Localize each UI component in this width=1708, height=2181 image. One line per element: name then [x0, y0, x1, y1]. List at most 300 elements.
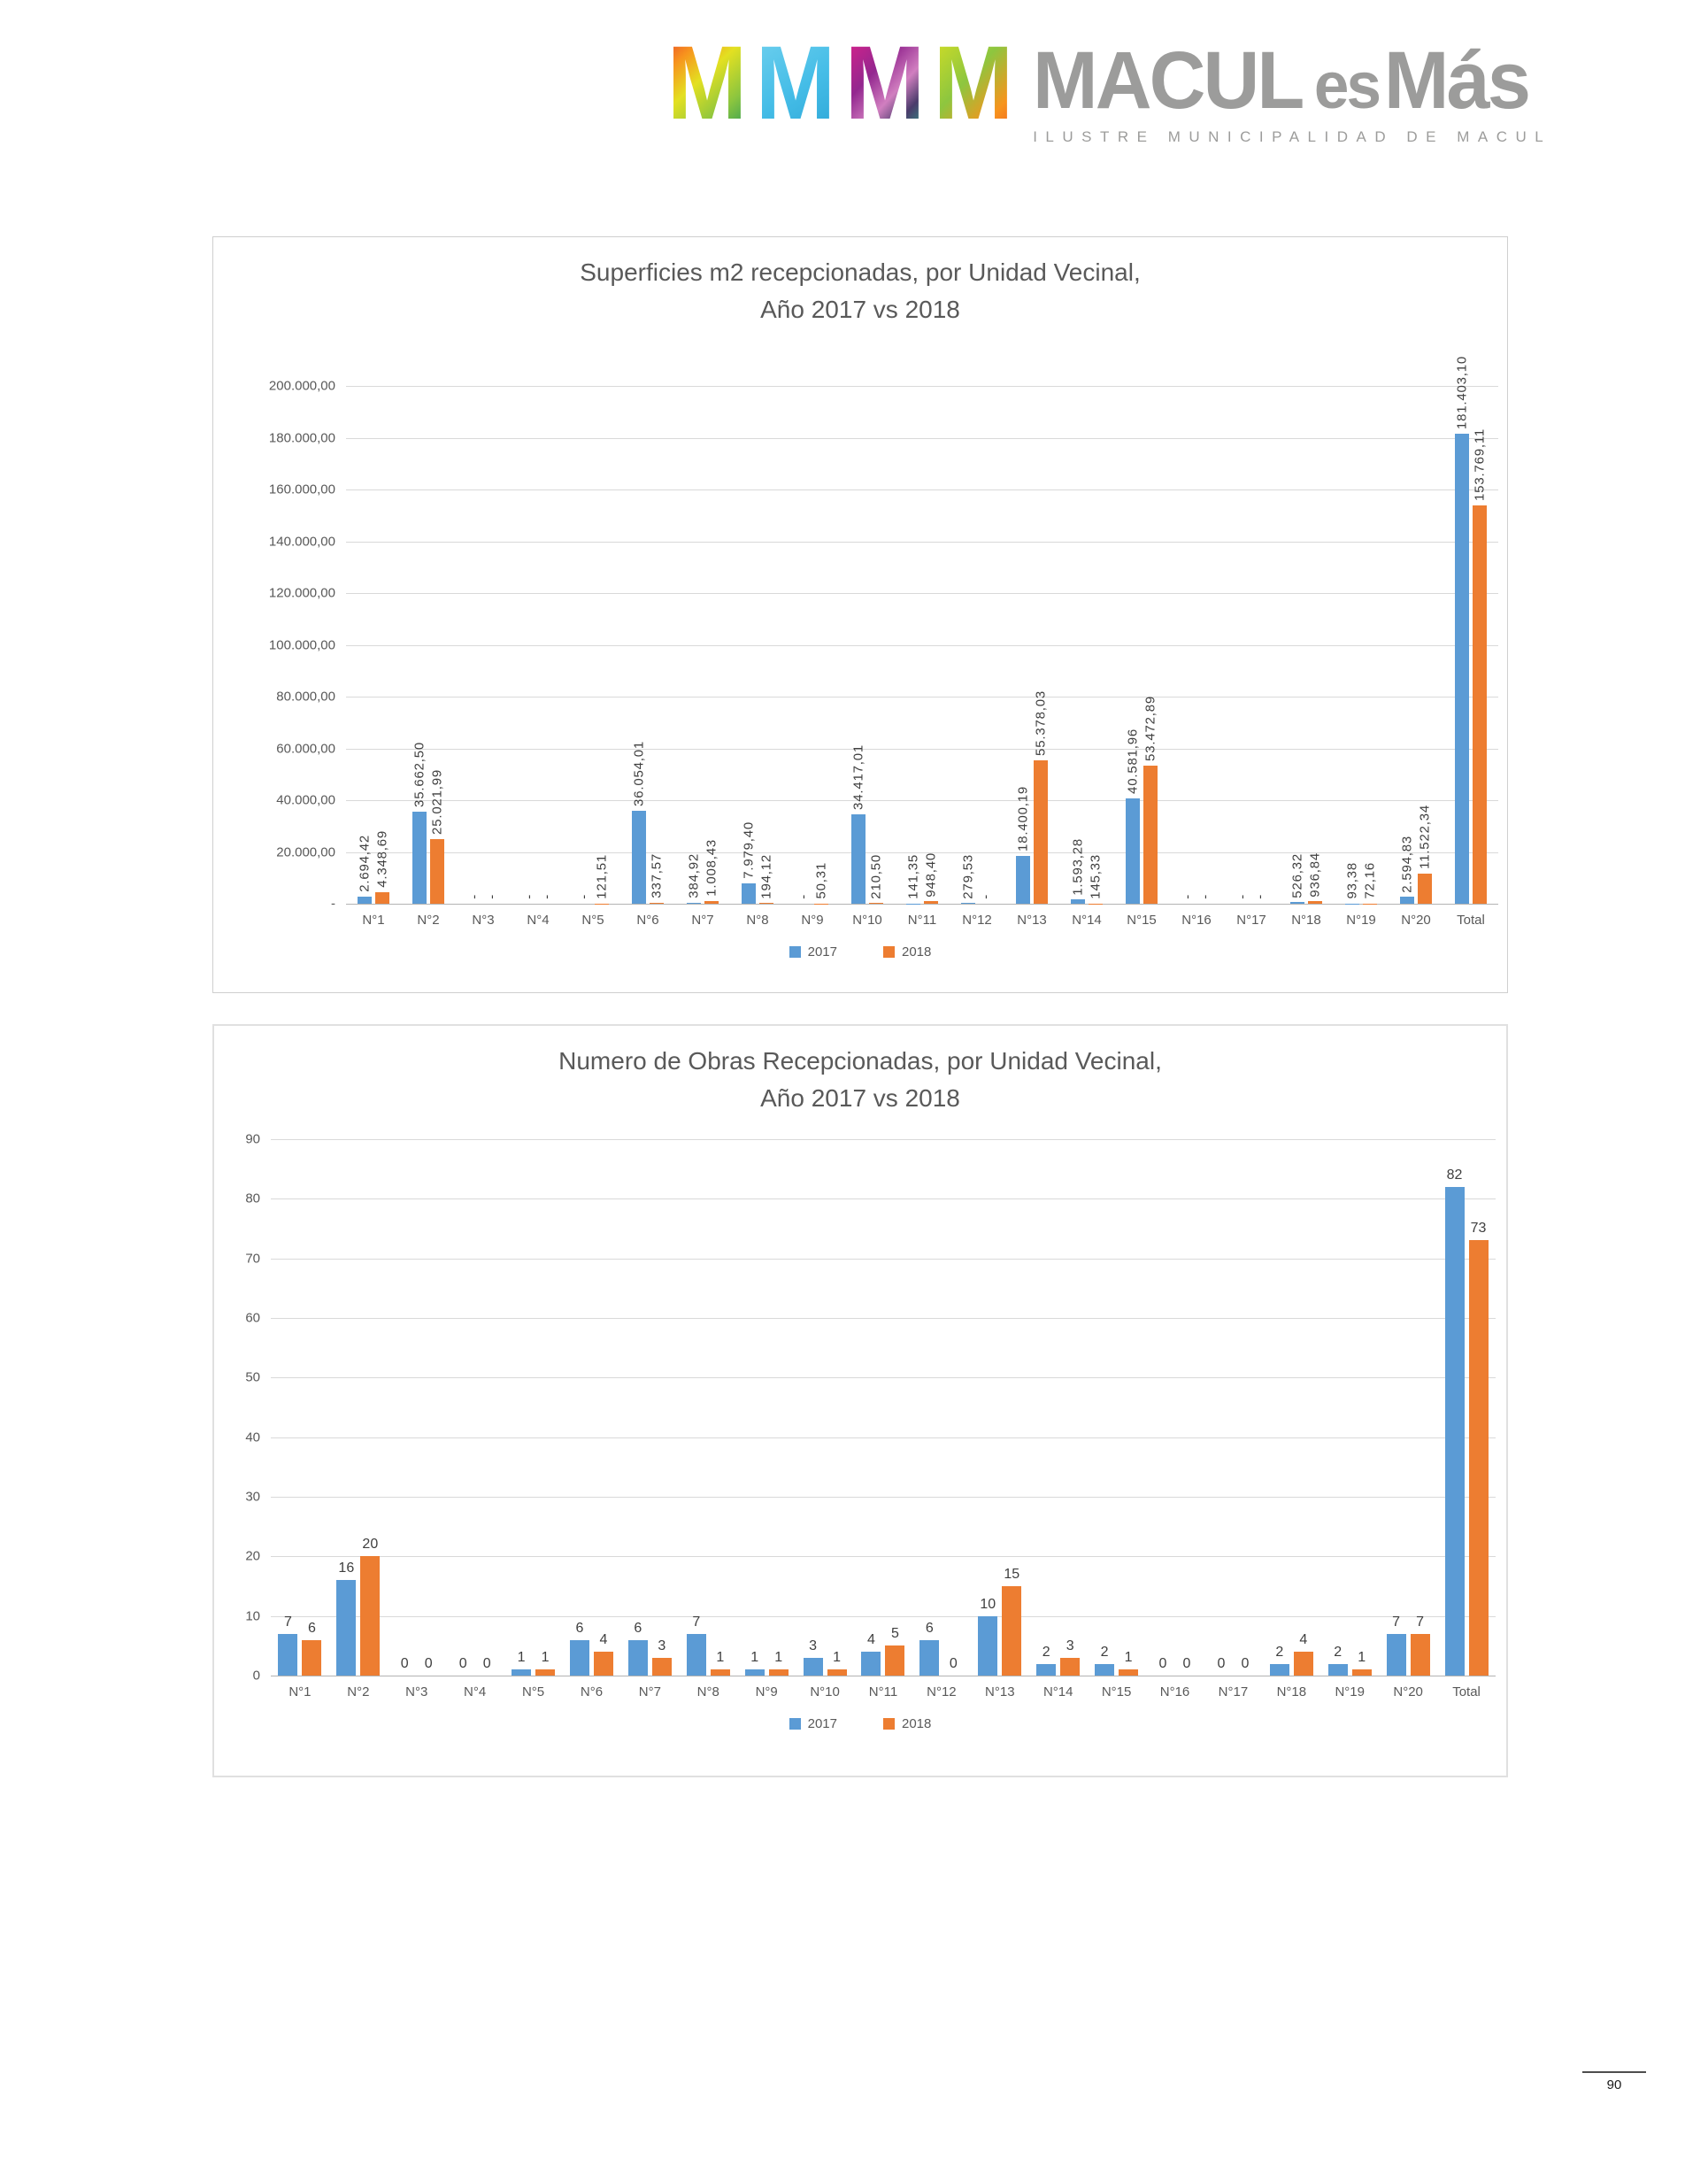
x-tick-label-N°20: N°20: [1393, 1684, 1423, 1699]
bar-group-N°5: [504, 1139, 563, 1676]
bar-2017-N°18: [1290, 902, 1304, 904]
bar-group-N°10: [840, 386, 895, 904]
bar-slot-2018-N°1: [375, 386, 389, 904]
chart2-title: Numero de Obras Recepcionadas, por Unidad Vecinal,: [558, 1047, 1162, 1075]
bar-2017-N°20: [1387, 1634, 1406, 1676]
page-number: 90: [1606, 2077, 1622, 2092]
bar-slot-2017-N°1: [358, 386, 372, 904]
bar-slot-2017-N°5: [512, 1139, 531, 1676]
bar-slot-2018-N°7: [652, 1139, 672, 1676]
brand-block: [1033, 34, 1551, 146]
bar-slot-2017-N°16: [1153, 1139, 1173, 1676]
bar-group-N°2: [401, 386, 456, 904]
data-label-2018-N°7: 1.008,43: [704, 839, 719, 898]
bar-slot-2017-N°6: [570, 1139, 589, 1676]
data-label-2018-N°6: 4: [599, 1632, 608, 1648]
legend-item-2018: [883, 944, 931, 959]
data-label-2018-N°4: 0: [482, 1656, 491, 1671]
bar-slot-2017-N°13: [978, 1139, 997, 1676]
legend-label-2017: 2017: [807, 944, 837, 959]
bar-group-N°16: [1169, 386, 1224, 904]
bar-2018-N°8: [711, 1669, 730, 1676]
x-tick-label-N°13: N°13: [985, 1684, 1015, 1699]
bar-slot-2017-N°12: [919, 1139, 939, 1676]
bar-slot-2018-N°15: [1119, 1139, 1138, 1676]
x-tick-label-N°8: N°8: [746, 913, 769, 928]
data-label-2017-N°15: 2: [1100, 1644, 1109, 1660]
x-tick-label-N°12: N°12: [927, 1684, 957, 1699]
bar-2017-N°19: [1328, 1664, 1348, 1676]
y-tick-label: 20.000,00: [276, 844, 335, 859]
bar-2018-N°2: [430, 839, 444, 904]
data-label-2018-N°10: 1: [833, 1650, 842, 1666]
x-tick-label-N°6: N°6: [636, 913, 659, 928]
data-label-2017-N°10: 3: [809, 1638, 818, 1653]
data-label-2017-N°15: 40.581,96: [1125, 728, 1141, 795]
chart1-x-axis: [346, 913, 1498, 936]
bar-slot-2018-N°5: [595, 386, 609, 904]
bar-slot-2018-N°19: [1352, 1139, 1372, 1676]
y-tick-label: 200.000,00: [268, 378, 335, 394]
bar-slot-2017-N°11: [861, 1139, 881, 1676]
bar-group-N°18: [1279, 386, 1334, 904]
bar-group-N°8: [679, 1139, 737, 1676]
y-tick-label: 30: [245, 1489, 260, 1505]
bar-group-N°16: [1146, 1139, 1204, 1676]
data-label-2017-N°5: 1: [517, 1650, 526, 1666]
x-tick-label-N°16: N°16: [1159, 1684, 1190, 1699]
legend-label-2017: 2017: [807, 1716, 837, 1731]
bar-group-N°18: [1262, 1139, 1320, 1676]
bar-slot-2017-N°15: [1126, 386, 1140, 904]
x-tick-label-N°11: N°11: [868, 1684, 898, 1699]
data-label-2017-N°7: 384,92: [686, 853, 702, 898]
y-tick-label: 10: [245, 1608, 260, 1624]
bar-slot-2017-N°19: [1328, 1139, 1348, 1676]
bar-group-N°15: [1088, 1139, 1146, 1676]
bar-group-Total: [1437, 1139, 1496, 1676]
data-label-2017-N°17: -: [1235, 894, 1250, 899]
bar-2017-N°5: [512, 1669, 531, 1676]
bar-slot-2018-N°18: [1308, 386, 1322, 904]
bar-group-N°17: [1224, 386, 1279, 904]
bar-slot-2017-Total: [1445, 1139, 1465, 1676]
legend-swatch-2017-icon: [789, 946, 801, 958]
x-tick-label-N°10: N°10: [852, 913, 882, 928]
bar-2018-N°13: [1002, 1586, 1021, 1676]
bar-2018-N°14: [1060, 1658, 1080, 1676]
y-tick-label: 0: [252, 1668, 260, 1684]
bar-group-N°9: [785, 386, 840, 904]
bar-slot-2017-N°8: [742, 386, 756, 904]
data-label-2017-N°6: 6: [575, 1620, 584, 1636]
data-label-2017-N°18: 2: [1275, 1644, 1284, 1660]
bar-group-N°1: [346, 386, 401, 904]
logo-m-magenta-icon: M: [844, 25, 922, 142]
bar-slot-2017-N°5: [577, 386, 591, 904]
data-label-2017-N°20: 2.594,83: [1399, 835, 1415, 893]
bar-slot-2018-N°20: [1418, 386, 1432, 904]
bar-slot-2017-N°6: [632, 386, 646, 904]
bar-slot-2018-N°13: [1002, 1139, 1021, 1676]
y-tick-label: 50: [245, 1369, 260, 1385]
data-label-2018-N°9: 1: [774, 1650, 783, 1666]
x-tick-label-N°17: N°17: [1218, 1684, 1249, 1699]
bar-2017-N°1: [278, 1634, 297, 1676]
bar-group-N°19: [1320, 1139, 1379, 1676]
data-label-2018-N°14: 145,33: [1088, 853, 1104, 899]
bar-2018-N°6: [650, 903, 664, 904]
bar-slot-2017-N°3: [395, 1139, 414, 1676]
bar-slot-2017-Total: [1454, 356, 1470, 904]
bar-2017-N°1: [358, 897, 372, 904]
bar-slot-2018-N°14: [1089, 386, 1103, 904]
data-label-2017-N°9: 1: [750, 1650, 759, 1666]
bar-slot-2018-N°11: [924, 386, 938, 904]
data-label-2017-N°1: 2.694,42: [357, 835, 373, 893]
bar-slot-2018-N°13: [1034, 386, 1048, 904]
data-label-2018-N°10: 210,50: [868, 853, 884, 899]
chart1-y-axis: [213, 378, 335, 912]
x-tick-label-N°18: N°18: [1276, 1684, 1307, 1699]
x-tick-label-N°20: N°20: [1401, 913, 1431, 928]
legend-item-2017: [789, 944, 837, 959]
data-label-2017-N°14: 1.593,28: [1070, 837, 1086, 896]
x-tick-label-N°14: N°14: [1072, 913, 1102, 928]
data-label-2017-Total: 82: [1446, 1167, 1463, 1183]
letterhead: [664, 25, 1552, 146]
legend-swatch-2018-icon: [883, 946, 895, 958]
y-tick-label: -: [331, 896, 335, 912]
x-tick-label-N°4: N°4: [464, 1684, 487, 1699]
data-label-2017-N°10: 34.417,01: [850, 744, 866, 811]
bar-group-N°12: [950, 386, 1004, 904]
bar-group-N°13: [1004, 386, 1059, 904]
data-label-2017-N°2: 16: [338, 1561, 355, 1576]
bar-slot-2018-N°2: [430, 386, 444, 904]
data-label-2017-N°13: 10: [980, 1596, 996, 1612]
data-label-2018-N°19: 72,16: [1362, 862, 1378, 899]
bar-2017-N°6: [632, 811, 646, 904]
bar-slot-2017-N°4: [522, 386, 536, 904]
bar-2018-N°20: [1411, 1634, 1430, 1676]
data-label-2017-N°6: 36.054,01: [631, 740, 647, 806]
y-tick-label: 60: [245, 1310, 260, 1326]
chart1-plot-area: [346, 356, 1498, 904]
chart1-subtitle: Año 2017 vs 2018: [760, 296, 960, 323]
data-label-2018-N°1: 6: [307, 1620, 316, 1636]
bar-2017-N°10: [851, 814, 866, 904]
y-tick-label: 120.000,00: [268, 585, 335, 601]
data-label-2017-N°11: 4: [867, 1632, 875, 1648]
bar-slot-2017-N°14: [1036, 1139, 1056, 1676]
x-tick-label-Total: Total: [1452, 1684, 1481, 1699]
bar-group-N°4: [446, 1139, 504, 1676]
x-tick-label-N°7: N°7: [691, 913, 714, 928]
bar-slot-2018-Total: [1469, 1139, 1489, 1676]
bar-group-N°3: [456, 386, 511, 904]
logo-m-cyan-icon: M: [756, 25, 833, 142]
bar-slot-2018-N°4: [477, 1139, 496, 1676]
chart2-plot-area: [271, 1139, 1496, 1676]
bar-2017-N°7: [687, 903, 701, 904]
data-label-2018-N°19: 1: [1358, 1650, 1366, 1666]
bar-2018-N°20: [1418, 874, 1432, 904]
x-tick-label-N°3: N°3: [405, 1684, 428, 1699]
bar-2018-N°7: [704, 901, 719, 904]
y-tick-label: 180.000,00: [268, 430, 335, 445]
data-label-2018-N°2: 25.021,99: [429, 768, 445, 835]
x-tick-label-N°18: N°18: [1291, 913, 1321, 928]
data-label-2017-N°11: 141,35: [905, 853, 921, 899]
x-tick-label-N°2: N°2: [347, 1684, 370, 1699]
bar-slot-2018-N°3: [485, 386, 499, 904]
bar-slot-2018-N°20: [1411, 1139, 1430, 1676]
bar-group-N°11: [854, 1139, 912, 1676]
data-label-2018-N°13: 15: [1004, 1567, 1020, 1583]
bar-slot-2018-N°16: [1198, 386, 1212, 904]
data-label-2017-N°4: -: [521, 894, 537, 899]
data-label-2017-N°13: 18.400,19: [1015, 786, 1031, 852]
bar-slot-2017-N°4: [453, 1139, 473, 1676]
data-label-2018-N°18: 4: [1299, 1632, 1308, 1648]
bar-2018-N°18: [1308, 901, 1322, 904]
data-label-2017-N°16: -: [1180, 894, 1196, 899]
bar-group-N°2: [329, 1139, 388, 1676]
bar-2018-N°10: [827, 1669, 847, 1676]
bar-slot-2018-N°5: [535, 1139, 555, 1676]
bar-slot-2018-Total: [1473, 386, 1487, 904]
gridline: [346, 904, 1498, 905]
bar-2017-N°15: [1126, 798, 1140, 904]
bar-2018-N°18: [1294, 1652, 1313, 1676]
data-label-2017-N°8: 7.979,40: [741, 821, 757, 879]
bar-slot-2018-N°7: [704, 386, 719, 904]
bar-slot-2017-N°17: [1212, 1139, 1231, 1676]
legend-swatch-2017-icon: [789, 1718, 801, 1730]
chart1-legend: [213, 944, 1507, 959]
data-label-2017-N°17: 0: [1217, 1656, 1226, 1671]
data-label-2018-N°12: -: [978, 894, 994, 899]
bar-2018-N°5: [535, 1669, 555, 1676]
data-label-2018-N°15: 53.472,89: [1143, 695, 1158, 761]
bar-slot-2018-N°19: [1363, 386, 1377, 904]
logo-m-green-icon: M: [933, 25, 1011, 142]
bar-slot-2017-N°9: [745, 1139, 765, 1676]
bar-2018-N°8: [759, 903, 773, 904]
bar-2018-N°11: [924, 901, 938, 904]
x-tick-label-N°9: N°9: [755, 1684, 778, 1699]
brand-mas: Más: [1384, 35, 1529, 126]
chart2-legend: [214, 1716, 1506, 1731]
data-label-2017-N°19: 93,38: [1344, 862, 1360, 899]
chart2-x-axis: [271, 1684, 1496, 1707]
bar-2018-N°1: [375, 892, 389, 904]
bar-group-N°10: [796, 1139, 854, 1676]
bar-2018-N°19: [1352, 1669, 1372, 1676]
x-tick-label-N°1: N°1: [362, 913, 385, 928]
data-label-2017-N°7: 6: [634, 1620, 642, 1636]
bar-slot-2017-N°13: [1016, 386, 1030, 904]
bar-slot-2018-N°8: [759, 386, 773, 904]
data-label-2018-Total: 153.769,11: [1472, 428, 1488, 502]
data-label-2017-N°18: 526,32: [1289, 852, 1305, 898]
data-label-2017-Total: 181.403,10: [1454, 356, 1470, 430]
bar-slot-2017-N°7: [628, 1139, 648, 1676]
bar-slot-2018-N°9: [814, 386, 828, 904]
bar-slot-2017-N°16: [1181, 386, 1195, 904]
x-tick-label-N°19: N°19: [1346, 913, 1376, 928]
bar-2017-N°8: [742, 883, 756, 904]
bar-2018-N°15: [1119, 1669, 1138, 1676]
bar-group-N°3: [388, 1139, 446, 1676]
bar-slot-2017-N°17: [1235, 386, 1250, 904]
bar-group-N°4: [511, 386, 565, 904]
bar-2017-N°15: [1095, 1664, 1114, 1676]
data-label-2018-N°1: 4.348,69: [374, 830, 390, 889]
bar-slot-2018-N°10: [827, 1139, 847, 1676]
data-label-2018-N°16: -: [1197, 894, 1213, 899]
x-tick-label-N°2: N°2: [417, 913, 440, 928]
bar-slot-2017-N°3: [467, 386, 481, 904]
bar-slot-2017-N°2: [336, 1139, 356, 1676]
bar-2018-N°13: [1034, 760, 1048, 904]
data-label-2018-N°4: -: [539, 894, 555, 899]
bar-2018-N°2: [360, 1556, 380, 1676]
bar-2018-N°9: [769, 1669, 789, 1676]
bar-2017-N°9: [745, 1669, 765, 1676]
bar-slot-2017-N°8: [687, 1139, 706, 1676]
data-label-2018-N°16: 0: [1182, 1656, 1191, 1671]
data-label-2017-N°2: 35.662,50: [412, 741, 427, 807]
bar-slot-2018-N°6: [594, 1139, 613, 1676]
data-label-2017-N°12: 279,53: [960, 853, 976, 899]
y-tick-label: 80.000,00: [276, 689, 335, 705]
data-label-2018-N°8: 194,12: [758, 853, 774, 899]
brand-es: es: [1314, 49, 1380, 122]
chart-numero-obras: [212, 1024, 1508, 1777]
bar-2018-N°10: [869, 903, 883, 904]
y-tick-label: 40: [245, 1430, 260, 1445]
brand-title: [1033, 35, 1531, 126]
bar-2017-N°8: [687, 1634, 706, 1676]
bar-group-N°13: [971, 1139, 1029, 1676]
data-label-2018-N°14: 3: [1066, 1638, 1074, 1653]
data-label-2017-N°20: 7: [1392, 1614, 1401, 1630]
bar-slot-2017-N°9: [796, 386, 811, 904]
x-tick-label-N°9: N°9: [801, 913, 824, 928]
bar-slot-2018-N°17: [1253, 386, 1267, 904]
bar-slot-2018-N°4: [540, 386, 554, 904]
data-label-2018-N°18: 936,84: [1307, 852, 1323, 898]
data-label-2018-N°17: -: [1252, 894, 1268, 899]
bar-slot-2018-N°1: [302, 1139, 321, 1676]
data-label-2017-N°12: 6: [925, 1620, 934, 1636]
y-tick-label: 160.000,00: [268, 482, 335, 497]
data-label-2018-N°7: 3: [658, 1638, 666, 1653]
bar-slot-2017-N°11: [906, 386, 920, 904]
bar-2017-N°11: [861, 1652, 881, 1676]
bar-slot-2017-N°1: [278, 1139, 297, 1676]
legend-label-2018: 2018: [902, 944, 932, 959]
bar-slot-2017-N°15: [1095, 1139, 1114, 1676]
brand-subtitle: ILUSTRE MUNICIPALIDAD DE MACUL: [1033, 128, 1552, 146]
bar-2017-N°12: [919, 1640, 939, 1676]
x-tick-label-N°15: N°15: [1127, 913, 1157, 928]
municipality-logo-icon: [664, 25, 1013, 142]
chart2-y-axis: [214, 1131, 260, 1684]
x-tick-label-N°3: N°3: [472, 913, 495, 928]
bar-slot-2017-N°12: [961, 386, 975, 904]
bar-2018-N°15: [1143, 766, 1158, 904]
bar-group-N°15: [1114, 386, 1169, 904]
chart-superficies-m2: [212, 236, 1508, 993]
bar-slot-2018-N°17: [1235, 1139, 1255, 1676]
y-tick-label: 40.000,00: [276, 792, 335, 808]
bar-slot-2018-N°10: [869, 386, 883, 904]
data-label-2018-N°20: 7: [1416, 1614, 1425, 1630]
x-tick-label-N°4: N°4: [527, 913, 550, 928]
bar-2018-N°11: [885, 1645, 904, 1676]
bar-slot-2018-N°14: [1060, 1139, 1080, 1676]
y-tick-label: 100.000,00: [268, 637, 335, 652]
bar-group-N°20: [1379, 1139, 1437, 1676]
bar-slot-2017-N°2: [412, 386, 427, 904]
legend-item-2017: [789, 1716, 837, 1731]
y-tick-label: 70: [245, 1251, 260, 1267]
x-tick-label-Total: Total: [1457, 913, 1485, 928]
data-label-2018-N°5: 1: [541, 1650, 550, 1666]
bar-slot-2018-N°3: [419, 1139, 438, 1676]
bar-slot-2017-N°14: [1071, 386, 1085, 904]
bar-slot-2017-N°10: [851, 386, 866, 904]
bar-2018-Total: [1473, 505, 1487, 904]
bar-slot-2017-N°18: [1290, 386, 1304, 904]
x-tick-label-N°1: N°1: [289, 1684, 312, 1699]
bar-slot-2018-N°15: [1143, 386, 1158, 904]
bar-group-N°12: [912, 1139, 971, 1676]
bar-group-N°14: [1059, 386, 1114, 904]
bar-slot-2017-N°7: [687, 386, 701, 904]
bar-group-N°19: [1334, 386, 1389, 904]
bar-2017-N°14: [1036, 1664, 1056, 1676]
bar-2017-N°13: [978, 1616, 997, 1676]
logo-m-red-icon: M: [666, 25, 744, 142]
bar-2017-N°2: [336, 1580, 356, 1676]
x-tick-label-N°17: N°17: [1236, 913, 1266, 928]
data-label-2018-N°12: 0: [949, 1656, 958, 1671]
bar-slot-2018-N°6: [650, 386, 664, 904]
bar-group-N°7: [620, 1139, 679, 1676]
bar-slot-2018-N°18: [1294, 1139, 1313, 1676]
bar-2018-N°1: [302, 1640, 321, 1676]
x-tick-label-N°11: N°11: [907, 913, 937, 928]
bar-2018-N°7: [652, 1658, 672, 1676]
bar-slot-2017-N°20: [1400, 386, 1414, 904]
data-label-2018-N°15: 1: [1124, 1650, 1133, 1666]
bar-group-N°20: [1389, 386, 1443, 904]
y-tick-label: 80: [245, 1191, 260, 1206]
bar-slot-2017-N°20: [1387, 1139, 1406, 1676]
x-tick-label-N°19: N°19: [1335, 1684, 1365, 1699]
data-label-2017-N°14: 2: [1042, 1644, 1050, 1660]
y-tick-label: 140.000,00: [268, 534, 335, 549]
data-label-2018-Total: 73: [1470, 1221, 1487, 1237]
y-tick-label: 90: [245, 1131, 260, 1147]
data-label-2018-N°13: 55.378,03: [1033, 690, 1049, 757]
bar-slot-2018-N°9: [769, 1139, 789, 1676]
data-label-2018-N°11: 948,40: [923, 852, 939, 898]
